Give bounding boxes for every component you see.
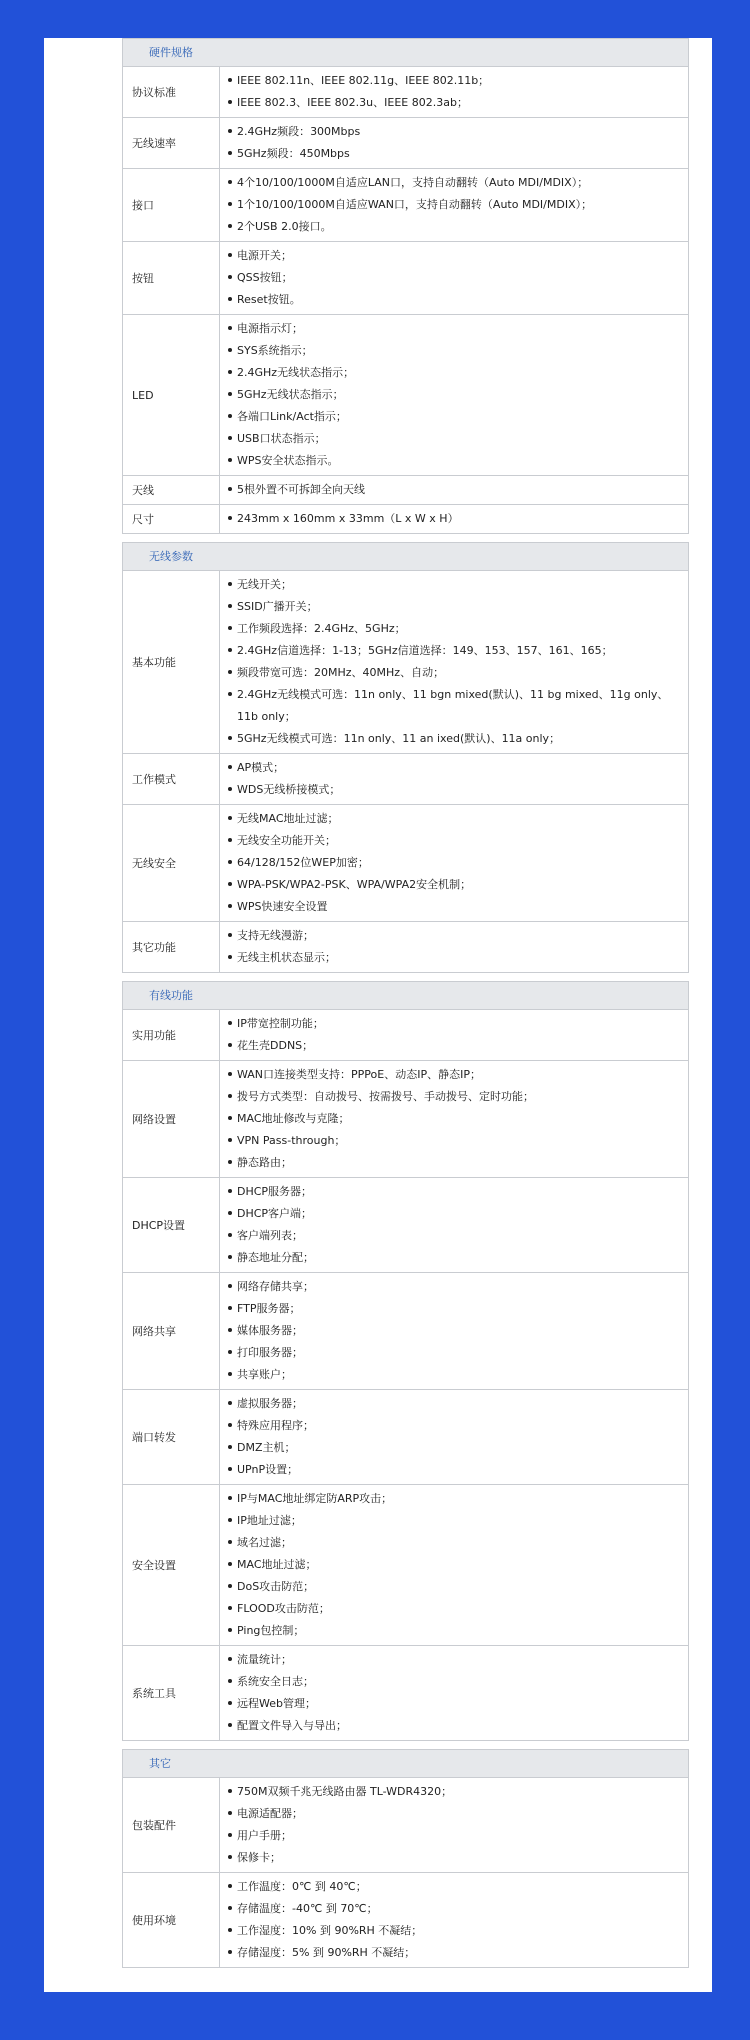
spec-row (123, 1390, 688, 1485)
spec-item: 流量统计； (228, 1649, 676, 1671)
spec-row (123, 805, 688, 922)
spec-section-wired-functions (122, 981, 689, 1741)
spec-item: 远程Web管理； (228, 1693, 676, 1715)
spec-item-list (228, 479, 676, 501)
spec-item: Reset按钮。 (228, 289, 676, 311)
spec-item: 2个USB 2.0接口。 (228, 216, 676, 238)
spec-value (220, 805, 689, 922)
spec-item: VPN Pass-through； (228, 1130, 676, 1152)
spec-value (220, 922, 689, 973)
spec-item: 系统安全日志； (228, 1671, 676, 1693)
spec-item: 存储湿度：5% 到 90%RH 不凝结； (228, 1942, 676, 1964)
spec-row (123, 1178, 688, 1273)
spec-label: 无线速率 (123, 118, 220, 169)
spec-item: 各端口Link/Act指示； (228, 406, 676, 428)
spec-item-list (228, 757, 676, 801)
spec-item: 243mm x 160mm x 33mm（L x W x H） (228, 508, 676, 530)
spec-item: 无线主机状态显示； (228, 947, 676, 969)
spec-item: 用户手册； (228, 1825, 676, 1847)
spec-item: 2.4GHz无线模式可选：11n only、11 bgn mixed(默认)、11 bg mixed、11g only、11b only； (228, 684, 676, 728)
spec-item-list (228, 70, 676, 114)
spec-row (123, 118, 688, 169)
spec-item: 网络存储共享； (228, 1276, 676, 1298)
spec-item: 静态地址分配； (228, 1247, 676, 1269)
spec-row (123, 922, 688, 973)
spec-item: 支持无线漫游； (228, 925, 676, 947)
spec-item: 2.4GHz频段：300Mbps (228, 121, 676, 143)
spec-value (220, 476, 689, 505)
spec-label: 其它功能 (123, 922, 220, 973)
spec-item: 工作频段选择：2.4GHz、5GHz； (228, 618, 676, 640)
spec-item-list (228, 925, 676, 969)
spec-item: 2.4GHz无线状态指示； (228, 362, 676, 384)
spec-item: 电源指示灯； (228, 318, 676, 340)
spec-item: 特殊应用程序； (228, 1415, 676, 1437)
spec-row (123, 242, 688, 315)
spec-label: 端口转发 (123, 1390, 220, 1485)
spec-label: 按钮 (123, 242, 220, 315)
spec-item: 电源开关； (228, 245, 676, 267)
spec-item-list (228, 1781, 676, 1869)
spec-item: 2.4GHz信道选择：1-13；5GHz信道选择：149、153、157、161、165； (228, 640, 676, 662)
spec-item: DHCP客户端； (228, 1203, 676, 1225)
spec-item: 无线MAC地址过滤； (228, 808, 676, 830)
spec-item-list (228, 1276, 676, 1386)
spec-item: Ping包控制； (228, 1620, 676, 1642)
spec-item: 5GHz无线模式可选：11n only、11 an ixed(默认)、11a only； (228, 728, 676, 750)
spec-item: 无线开关； (228, 574, 676, 596)
spec-label: LED (123, 315, 220, 476)
spec-table (123, 571, 688, 972)
spec-row (123, 1061, 688, 1178)
spec-row (123, 1010, 688, 1061)
spec-item: 静态路由； (228, 1152, 676, 1174)
spec-row (123, 315, 688, 476)
spec-item: USB口状态指示； (228, 428, 676, 450)
spec-label: 实用功能 (123, 1010, 220, 1061)
spec-row (123, 754, 688, 805)
spec-item-list (228, 1488, 676, 1642)
spec-item: 电源适配器； (228, 1803, 676, 1825)
spec-row (123, 571, 688, 754)
spec-item: QSS按钮； (228, 267, 676, 289)
spec-value (220, 1485, 689, 1646)
spec-item: MAC地址过滤； (228, 1554, 676, 1576)
spec-row (123, 1273, 688, 1390)
spec-item: 750M双频千兆无线路由器 TL-WDR4320； (228, 1781, 676, 1803)
spec-value (220, 1273, 689, 1390)
spec-section-other (122, 1749, 689, 1968)
spec-item-list (228, 1064, 676, 1174)
spec-item: 配置文件导入与导出； (228, 1715, 676, 1737)
spec-item: 客户端列表； (228, 1225, 676, 1247)
spec-row (123, 1646, 688, 1741)
spec-label: 无线安全 (123, 805, 220, 922)
spec-label: 网络设置 (123, 1061, 220, 1178)
spec-value (220, 1178, 689, 1273)
spec-row (123, 476, 688, 505)
spec-content (122, 38, 689, 1976)
spec-item: 1个10/100/1000M自适应WAN口，支持自动翻转（Auto MDI/MDIX）； (228, 194, 676, 216)
spec-item: 无线安全功能开关； (228, 830, 676, 852)
spec-value (220, 1873, 689, 1968)
section-title: 无线参数 (123, 543, 688, 571)
spec-value (220, 1010, 689, 1061)
spec-label: 系统工具 (123, 1646, 220, 1741)
spec-item: IP带宽控制功能； (228, 1013, 676, 1035)
spec-item: WDS无线桥接模式； (228, 779, 676, 801)
spec-item: 工作温度：0℃ 到 40℃； (228, 1876, 676, 1898)
spec-item: DMZ主机； (228, 1437, 676, 1459)
spec-label: 协议标准 (123, 67, 220, 118)
spec-item: 64/128/152位WEP加密； (228, 852, 676, 874)
spec-item: WPS安全状态指示。 (228, 450, 676, 472)
spec-label: 工作模式 (123, 754, 220, 805)
spec-item: AP模式； (228, 757, 676, 779)
spec-item: SSID广播开关； (228, 596, 676, 618)
spec-item-list (228, 508, 676, 530)
spec-item: 花生壳DDNS； (228, 1035, 676, 1057)
spec-row (123, 1873, 688, 1968)
section-title: 硬件规格 (123, 39, 688, 67)
spec-item: 5根外置不可拆卸全向天线 (228, 479, 676, 501)
spec-label: 网络共享 (123, 1273, 220, 1390)
spec-item: IP地址过滤； (228, 1510, 676, 1532)
spec-item: 拨号方式类型：自动拨号、按需拨号、手动拨号、定时功能； (228, 1086, 676, 1108)
spec-value (220, 1778, 689, 1873)
spec-label: 使用环境 (123, 1873, 220, 1968)
spec-item: WAN口连接类型支持：PPPoE、动态IP、静态IP； (228, 1064, 676, 1086)
section-title: 有线功能 (123, 982, 688, 1010)
spec-row (123, 1485, 688, 1646)
spec-item: 共享账户； (228, 1364, 676, 1386)
spec-value (220, 505, 689, 534)
spec-label: 基本功能 (123, 571, 220, 754)
spec-item: 频段带宽可选：20MHz、40MHz、自动； (228, 662, 676, 684)
section-title: 其它 (123, 1750, 688, 1778)
spec-item-list (228, 574, 676, 750)
spec-item-list (228, 172, 676, 238)
spec-label: 包装配件 (123, 1778, 220, 1873)
spec-label: 安全设置 (123, 1485, 220, 1646)
spec-table (123, 1778, 688, 1967)
spec-table (123, 67, 688, 533)
spec-item-list (228, 1013, 676, 1057)
spec-item: 域名过滤； (228, 1532, 676, 1554)
spec-item: SYS系统指示； (228, 340, 676, 362)
spec-row (123, 67, 688, 118)
spec-item-list (228, 1649, 676, 1737)
spec-item: 虚拟服务器； (228, 1393, 676, 1415)
spec-item: IEEE 802.11n、IEEE 802.11g、IEEE 802.11b； (228, 70, 676, 92)
spec-item-list (228, 318, 676, 472)
spec-item: WPA-PSK/WPA2-PSK、WPA/WPA2安全机制； (228, 874, 676, 896)
spec-item: IEEE 802.3、IEEE 802.3u、IEEE 802.3ab； (228, 92, 676, 114)
spec-label: 接口 (123, 169, 220, 242)
spec-item-list (228, 245, 676, 311)
spec-item: UPnP设置； (228, 1459, 676, 1481)
spec-item-list (228, 121, 676, 165)
spec-value (220, 169, 689, 242)
spec-item: MAC地址修改与克隆； (228, 1108, 676, 1130)
spec-item: FLOOD攻击防范； (228, 1598, 676, 1620)
spec-table (123, 1010, 688, 1740)
spec-value (220, 67, 689, 118)
spec-item: IP与MAC地址绑定防ARP攻击； (228, 1488, 676, 1510)
document-page (44, 38, 712, 1992)
spec-row (123, 169, 688, 242)
spec-item: 存储温度：-40℃ 到 70℃； (228, 1898, 676, 1920)
spec-label: 尺寸 (123, 505, 220, 534)
spec-value (220, 1390, 689, 1485)
spec-label: DHCP设置 (123, 1178, 220, 1273)
spec-item-list (228, 1181, 676, 1269)
spec-item: 4个10/100/1000M自适应LAN口，支持自动翻转（Auto MDI/MDIX）； (228, 172, 676, 194)
spec-value (220, 242, 689, 315)
spec-item: DoS攻击防范； (228, 1576, 676, 1598)
spec-item: 5GHz无线状态指示； (228, 384, 676, 406)
spec-item: 保修卡； (228, 1847, 676, 1869)
spec-item: DHCP服务器； (228, 1181, 676, 1203)
spec-section-wireless-params (122, 542, 689, 973)
spec-value (220, 315, 689, 476)
spec-item: WPS快速安全设置 (228, 896, 676, 918)
spec-item: 媒体服务器； (228, 1320, 676, 1342)
spec-label: 天线 (123, 476, 220, 505)
spec-value (220, 1061, 689, 1178)
spec-row (123, 505, 688, 534)
spec-value (220, 118, 689, 169)
spec-item-list (228, 1393, 676, 1481)
spec-item-list (228, 808, 676, 918)
spec-section-hardware-specs (122, 38, 689, 534)
spec-value (220, 1646, 689, 1741)
spec-item: 5GHz频段：450Mbps (228, 143, 676, 165)
spec-item-list (228, 1876, 676, 1964)
spec-item: 工作湿度：10% 到 90%RH 不凝结； (228, 1920, 676, 1942)
spec-item: 打印服务器； (228, 1342, 676, 1364)
spec-value (220, 754, 689, 805)
spec-value (220, 571, 689, 754)
spec-item: FTP服务器； (228, 1298, 676, 1320)
spec-row (123, 1778, 688, 1873)
